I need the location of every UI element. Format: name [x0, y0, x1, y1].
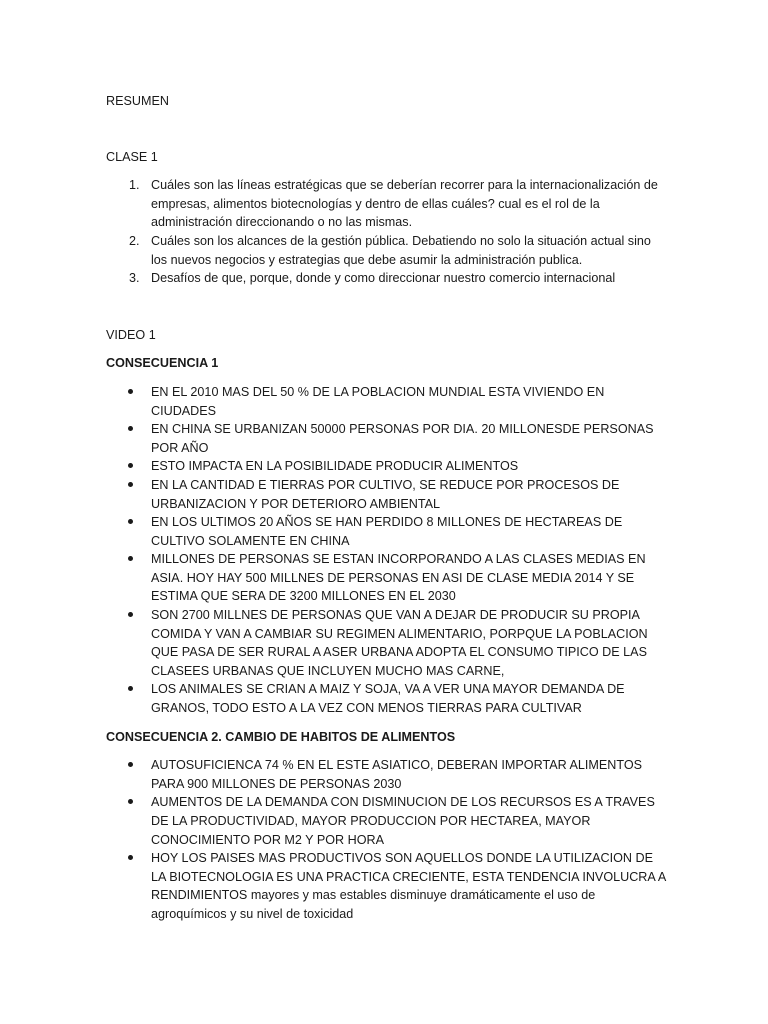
list-item [106, 680, 666, 717]
bullet-icon [128, 799, 133, 804]
bullet-text: HOY LOS PAISES MAS PRODUCTIVOS SON AQUELLOS DONDE LA UTILIZACION DE LA BIOTECNOLOGIA ES UNA PRACTICA CRECIENTE, ESTA TENDENCIA INVOLUCRA A RENDIMIENTOS mayores y mas estables disminuye dramáticamente el uso de agroquímicos y su nivel de toxicidad [151, 851, 666, 921]
list-item [106, 513, 666, 550]
list-number: 2. [129, 233, 140, 248]
list-item [106, 269, 666, 288]
list-item [106, 793, 666, 849]
bullet-text: EN LOS ULTIMOS 20 AÑOS SE HAN PERDIDO 8 MILLONES DE HECTAREAS DE CULTIVO SOLAMENTE EN CHINA [151, 515, 623, 548]
bullet-icon [128, 519, 133, 524]
list-item [106, 383, 666, 420]
bullet-icon [128, 482, 133, 487]
list-number: 3. [129, 271, 140, 286]
question-text: Cuáles son los alcances de la gestión pública. Debatiendo no solo la situación actual sino los nuevos negocios y estrategias que debe asumir la administración publica. [151, 233, 651, 267]
list-item [106, 420, 666, 457]
list-item [106, 550, 666, 606]
bullet-icon [128, 426, 133, 431]
bullet-text: MILLONES DE PERSONAS SE ESTAN INCORPORANDO A LAS CLASES MEDIAS EN ASIA. HOY HAY 500 MILLNES DE PERSONAS EN ASI DE CLASE MEDIA 2014 Y SE ESTIMA QUE SERA DE 3200 MILLONES EN EL 2030 [151, 552, 646, 604]
document-page [106, 92, 666, 924]
bullet-icon [128, 762, 133, 767]
consequence-2-heading: CONSECUENCIA 2. CAMBIO DE HABITOS DE ALIMENTOS [106, 729, 456, 744]
bullet-text: AUTOSUFICIENCA 74 % EN EL ESTE ASIATICO, DEBERAN IMPORTAR ALIMENTOS PARA 900 MILLONES DE PERSONAS 2030 [151, 758, 643, 791]
bullet-text: ESTO IMPACTA EN LA POSIBILIDADE PRODUCIR ALIMENTOS [151, 459, 519, 474]
section-title-video-1: VIDEO 1 [106, 327, 156, 342]
list-item [106, 476, 666, 513]
list-item [106, 849, 666, 923]
bullet-text: EN LA CANTIDAD E TIERRAS POR CULTIVO, SE REDUCE POR PROCESOS DE URBANIZACION Y POR DETERIORO AMBIENTAL [151, 477, 620, 511]
list-item [106, 606, 666, 680]
bullet-text: SON 2700 MILLNES DE PERSONAS QUE VAN A DEJAR DE PRODUCIR SU PROPIA COMIDA Y VAN A CAMBIAR SU REGIMEN ALIMENTARIO, PORPQUE LA POBLACION QUE PASA DE SER RURAL A ASER URBANA ADOPTA EL CONSUMO TIPICO DE LAS CLASEES URBANAS QUE INCLUYEN MUCHO MAS CARNE, [151, 608, 648, 678]
consequence-1-heading: CONSECUENCIA 1 [106, 356, 219, 371]
bullet-icon [128, 612, 133, 617]
bullet-text: AUMENTOS DE LA DEMANDA CON DISMINUCION DE LOS RECURSOS ES A TRAVES DE LA PRODUCTIVIDAD, MAYOR PRODUCCION POR HECTAREA, MAYOR CONOCIMIENTO POR M2 Y POR HORA [151, 795, 655, 847]
questions-list [106, 176, 666, 288]
bullet-icon [128, 686, 133, 691]
bullet-text: LOS ANIMALES SE CRIAN A MAIZ Y SOJA, VA A VER UNA MAYOR DEMANDA DE GRANOS, TODO ESTO A LA VEZ CON MENOS TIERRAS PARA CULTIVAR [151, 682, 625, 716]
bullet-icon [128, 556, 133, 561]
bullet-icon [128, 855, 133, 860]
bullet-text: EN CHINA SE URBANIZAN 50000 PERSONAS POR DIA. 20 MILLONESDE PERSONAS POR AÑO [151, 422, 654, 455]
consequence-2-list [106, 756, 666, 923]
list-item [106, 232, 666, 269]
bullet-icon [128, 463, 133, 468]
list-number: 1. [129, 178, 140, 193]
document-title: RESUMEN [106, 94, 169, 108]
consequence-1-list [106, 383, 666, 718]
question-text: Cuáles son las líneas estratégicas que se deberían recorrer para la internacionalización de empresas, alimentos biotecnologías y dentro de ellas cuáles? cual es el rol de la administración direccionando o no las mismas. [151, 178, 658, 230]
list-item [106, 176, 666, 232]
list-item [106, 756, 666, 793]
bullet-icon [128, 389, 133, 394]
list-item [106, 457, 666, 476]
question-text: Desafíos de que, porque, donde y como direccionar nuestro comercio internacional [151, 271, 616, 286]
bullet-text: EN EL 2010 MAS DEL 50 % DE LA POBLACION MUNDIAL ESTA VIVIENDO EN CIUDADES [151, 384, 605, 418]
section-title-clase-1: CLASE 1 [106, 149, 158, 164]
